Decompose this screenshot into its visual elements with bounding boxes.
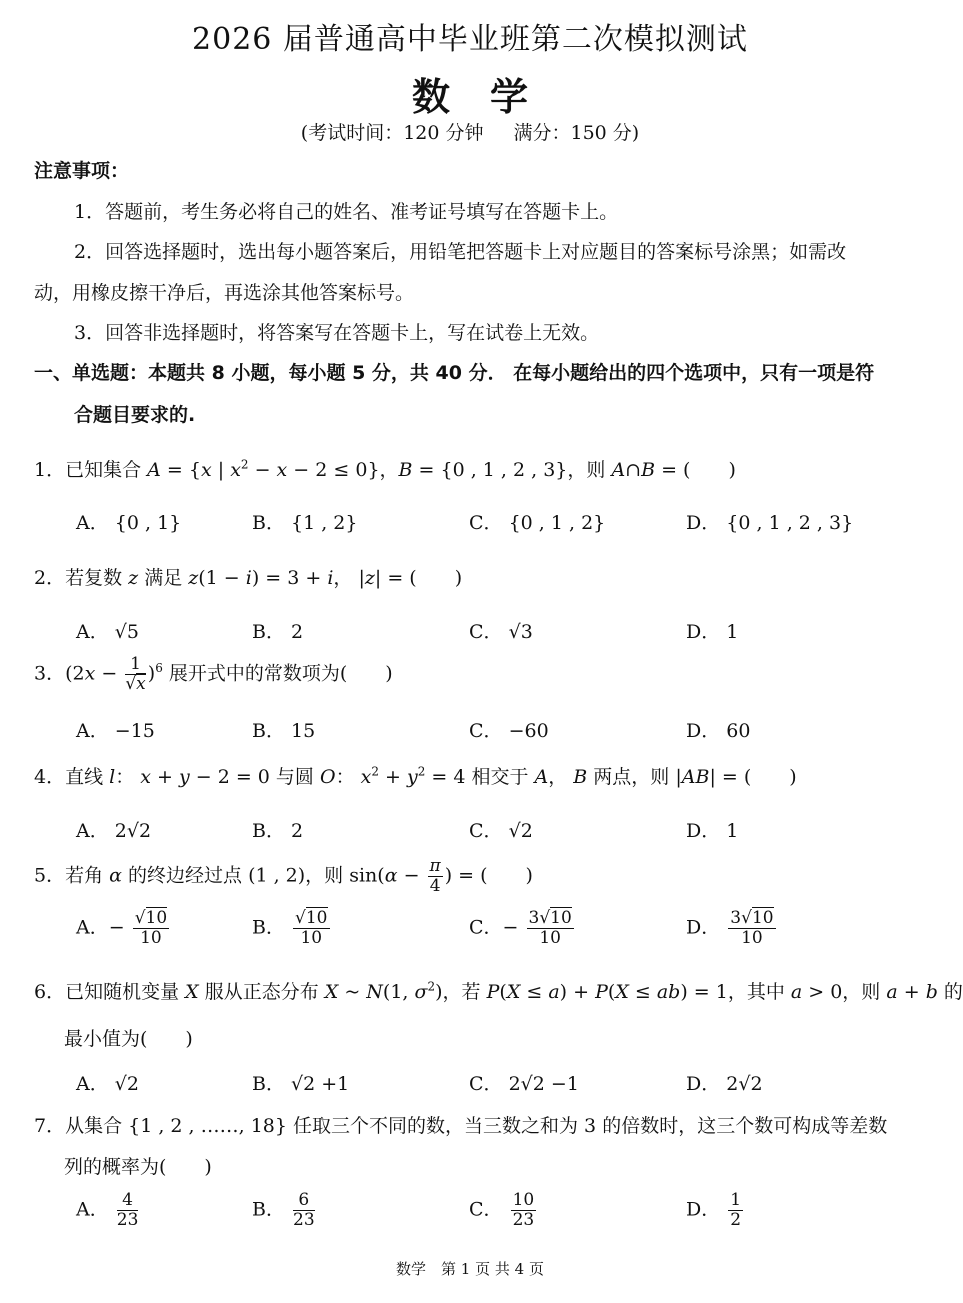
exam-title: 2026 届普通高中毕业班第二次模拟测试	[192, 22, 748, 57]
q1-option-c[interactable]: C． {0 , 1 , 2}	[469, 512, 606, 534]
exam-time: (考试时间：120 分钟	[300, 122, 484, 144]
notice-item-2a: 2．回答选择题时，选出每小题答案后，用铅笔把答题卡上对应题目的答案标号涂黑；如需改	[74, 241, 847, 263]
q6-option-a[interactable]: A． √2	[76, 1073, 139, 1095]
question-stem: 已知集合	[65, 459, 142, 481]
q3-option-d[interactable]: D． 60	[686, 720, 751, 742]
q4-option-c[interactable]: C． √2	[469, 820, 533, 842]
notice-heading: 注意事项：	[34, 160, 130, 182]
q2-option-b[interactable]: B． 2	[252, 621, 304, 643]
q2-option-c[interactable]: C． √3	[469, 621, 533, 643]
q3-option-a[interactable]: A． −15	[76, 720, 155, 742]
q6-option-c[interactable]: C． 2√2 −1	[469, 1073, 579, 1095]
exam-info	[0, 118, 940, 145]
q7-option-a[interactable]: A． $\frac{4}{23}$	[76, 1190, 139, 1230]
q3-option-c[interactable]: C． −60	[469, 720, 549, 742]
page-footer: 数学 第 1 页 共 4 页	[396, 1260, 544, 1278]
question-5: 5．若角 α 的终边经过点 (1 , 2)，则 sin(α − $\frac{\pi}{4}$ ) = ( )	[34, 856, 533, 896]
math-expression: A = {x | $x^2 - x - 2 \le 0$}，B = {0 , 1 , 2 , 3}，则 A∩B = ( )	[147, 457, 736, 481]
q2-option-a[interactable]: A． √5	[76, 621, 139, 643]
q4-option-a[interactable]: A． 2√2	[76, 820, 152, 842]
question-4: 4．直线 l： x + y − 2 = 0 与圆 O： $x^2 + y^2 = 4$ 相交于 A， B 两点，则 |AB| = ( )	[34, 764, 797, 788]
q5-option-c[interactable]: C．− $\frac{3√10}{10}$	[469, 908, 572, 948]
q5-option-b[interactable]: B． $\frac{√10}{10}$	[252, 908, 328, 948]
question-6: 6．已知随机变量 X 服从正态分布 X ~ N(1, $\sigma^2$)，若 P(X ≤ a) + P(X ≤ ab) = 1，其中 a > 0，则 a + b 的	[34, 979, 963, 1003]
question-7-line2: 列的概率为( )	[64, 1156, 212, 1178]
section-heading-line1: 一、单选题：本题共 8 小题，每小题 5 分，共 40 分． 在每小题给出的四个选项中，只有一项是符	[34, 362, 875, 384]
notice-item-1: 1．答题前，考生务必将自己的姓名、准考证号填写在答题卡上。	[74, 201, 619, 223]
q5-option-d[interactable]: D． $\frac{3√10}{10}$	[686, 908, 774, 948]
q7-option-d[interactable]: D． $\frac{1}{2}$	[686, 1190, 742, 1230]
question-3: 3．(2x − $\frac{1}{√x}$ )$^6$ 展开式中的常数项为( )	[34, 654, 393, 694]
q6-option-d[interactable]: D． 2√2	[686, 1073, 763, 1095]
question-2: 2．若复数 z 满足 z(1 − i) = 3 + i， |z| = ( )	[34, 567, 463, 589]
q1-option-b[interactable]: B． {1 , 2}	[252, 512, 358, 534]
q7-option-c[interactable]: C． $\frac{10}{23}$	[469, 1190, 535, 1230]
question-7: 7．从集合 {1 , 2 , ……, 18} 任取三个不同的数，当三数之和为 3 的倍数时，这三个数可构成等差数	[34, 1115, 888, 1137]
question-6-line2: 最小值为( )	[64, 1028, 193, 1050]
section-heading-line2: 合题目要求的.	[74, 404, 196, 426]
q1-option-d[interactable]: D． {0 , 1 , 2 , 3}	[686, 512, 854, 534]
notice-item-2b: 动，用橡皮擦干净后，再选涂其他答案标号。	[34, 282, 415, 304]
exam-score: 满分：150 分)	[513, 122, 640, 144]
question-number: 1．	[34, 459, 66, 481]
q7-option-b[interactable]: B． $\frac{6}{23}$	[252, 1190, 315, 1230]
q4-option-b[interactable]: B． 2	[252, 820, 304, 842]
question-1	[34, 455, 736, 482]
subject-title: 数学	[411, 74, 568, 119]
q3-option-b[interactable]: B． 15	[252, 720, 316, 742]
notice-item-3: 3．回答非选择题时，将答案写在答题卡上，写在试卷上无效。	[74, 322, 600, 344]
q5-option-a[interactable]: A．− $\frac{√10}{10}$	[76, 908, 168, 948]
q4-option-d[interactable]: D． 1	[686, 820, 739, 842]
q2-option-d[interactable]: D． 1	[686, 621, 739, 643]
q1-option-a[interactable]: A． {0 , 1}	[76, 512, 182, 534]
q6-option-b[interactable]: B． √2 +1	[252, 1073, 350, 1095]
